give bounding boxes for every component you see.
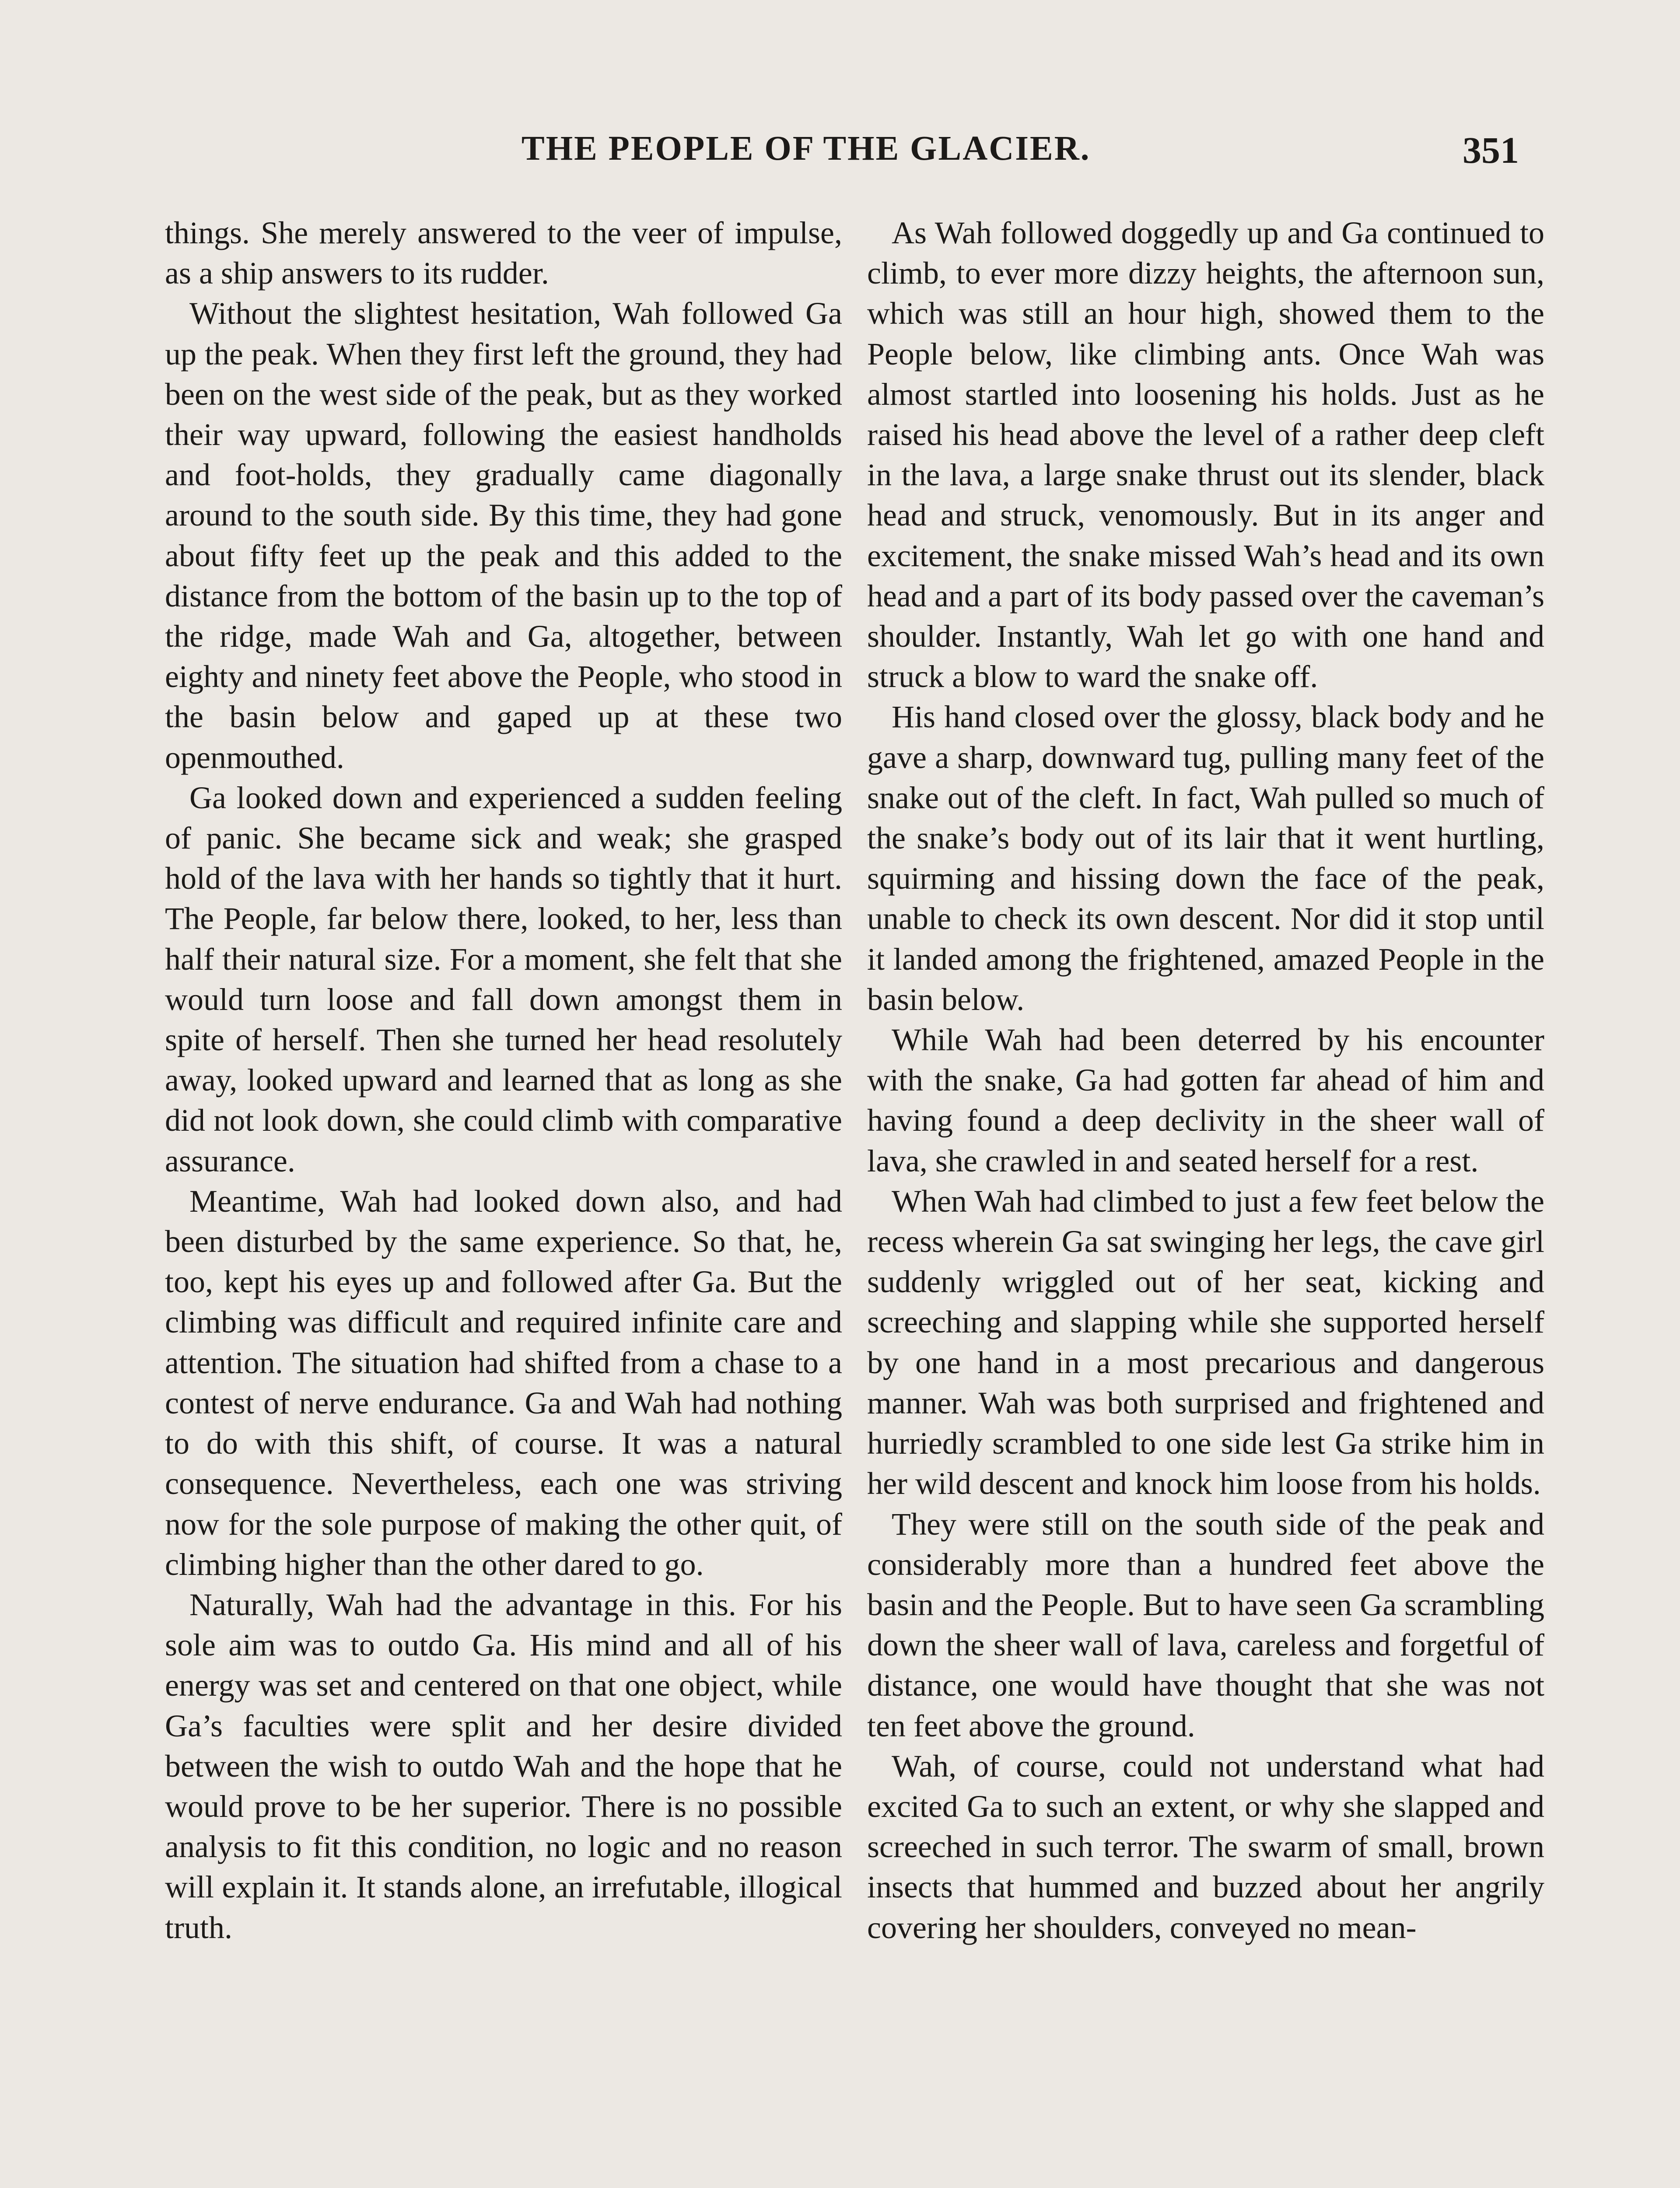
paragraph: things. She merely answered to the veer of impulse, as a ship answers to its rudder. (165, 215, 842, 291)
paragraph: Meantime, Wah had looked down also, and had been disturbed by the same experience. So that, he, too, kept his eyes up and followed after Ga. But the climbing was difficult and required infinite care and attention. The situation had shifted from a chase to a contest of nerve endurance. Ga and Wah had nothing to do with this shift, of course. It was a natural consequence. Nevertheless, each one was striving now for the sole purpose of making the other quit, of climbing higher than the other dared to go. (165, 1183, 842, 1582)
left-column (165, 213, 842, 1948)
paragraph: Wah, of course, could not understand what had excited Ga to such an extent, or why she slapped and screeched in such terror. The swarm of small, brown insects that hummed and buzzed about her angrily covering her shoulders, conveyed no mean- (867, 1748, 1544, 1945)
paragraph: Without the slightest hesitation, Wah followed Ga up the peak. When they first left the ground, they had been on the west side of the peak, but as they worked their way upward, following the easiest handholds and foot-holds, they gradually came diagonally around to the south side. By this time, they had gone about fifty feet up the peak and this added to the distance from the bottom of the basin up to the top of the ridge, made Wah and Ga, altogether, between eighty and ninety feet above the People, who stood in the basin below and gaped up at these two openmouthed. (165, 296, 842, 775)
running-title: THE PEOPLE OF THE GLACIER. (522, 130, 1091, 168)
paragraph: While Wah had been deterred by his encounter with the snake, Ga had gotten far ahead of him and having found a deep declivity in the sheer wall of lava, she crawled in and seated herself for a rest. (867, 1022, 1544, 1178)
right-column (867, 213, 1544, 1948)
paragraph: As Wah followed doggedly up and Ga continued to climb, to ever more dizzy heights, the afternoon sun, which was still an hour high, showed them to the People below, like climbing ants. Once Wah was almost startled into loosening his holds. Just as he raised his head above the level of a rather deep cleft in the lava, a large snake thrust out its slender, black head and struck, venomously. But in its anger and excitement, the snake missed Wah’s head and its own head and a part of its body passed over the caveman’s shoulder. Instantly, Wah let go with one hand and struck a blow to ward the snake off. (867, 215, 1544, 694)
paragraph: Ga looked down and experienced a sudden feeling of panic. She became sick and weak; she grasped hold of the lava with her hands so tightly that it hurt. The People, far below there, looked, to her, less than half their natural size. For a moment, she felt that she would turn loose and fall down amongst them in spite of herself. Then she turned her head resolutely away, looked upward and learned that as long as she did not look down, she could climb with comparative assurance. (165, 780, 842, 1178)
page-number: 351 (1463, 129, 1519, 171)
paragraph: When Wah had climbed to just a few feet below the recess wherein Ga sat swinging her legs, the cave girl suddenly wriggled out of her seat, kicking and screeching and slapping while she supported herself by one hand in a most precarious and dangerous manner. Wah was both surprised and frightened and hurriedly scrambled to one side lest Ga strike him in her wild descent and knock him loose from his holds. (867, 1183, 1544, 1501)
paragraph: Naturally, Wah had the advantage in this. For his sole aim was to outdo Ga. His mind and all of his energy was set and centered on that one object, while Ga’s faculties were split and her desire divided between the wish to outdo Wah and the hope that he would prove to be her superior. There is no possible analysis to fit this condition, no logic and no reason will explain it. It stands alone, an irrefutable, illogical truth. (165, 1587, 842, 1945)
paragraph: His hand closed over the glossy, black body and he gave a sharp, downward tug, pulling many feet of the snake out of the cleft. In fact, Wah pulled so much of the snake’s body out of its lair that it went hurtling, squirming and hissing down the face of the peak, unable to check its own descent. Nor did it stop until it landed among the frightened, amazed People in the basin below. (867, 699, 1544, 1017)
paragraph: They were still on the south side of the peak and considerably more than a hundred feet above the basin and the People. But to have seen Ga scrambling down the sheer wall of lava, careless and forgetful of distance, one would have thought that she was not ten feet above the ground. (867, 1506, 1544, 1743)
